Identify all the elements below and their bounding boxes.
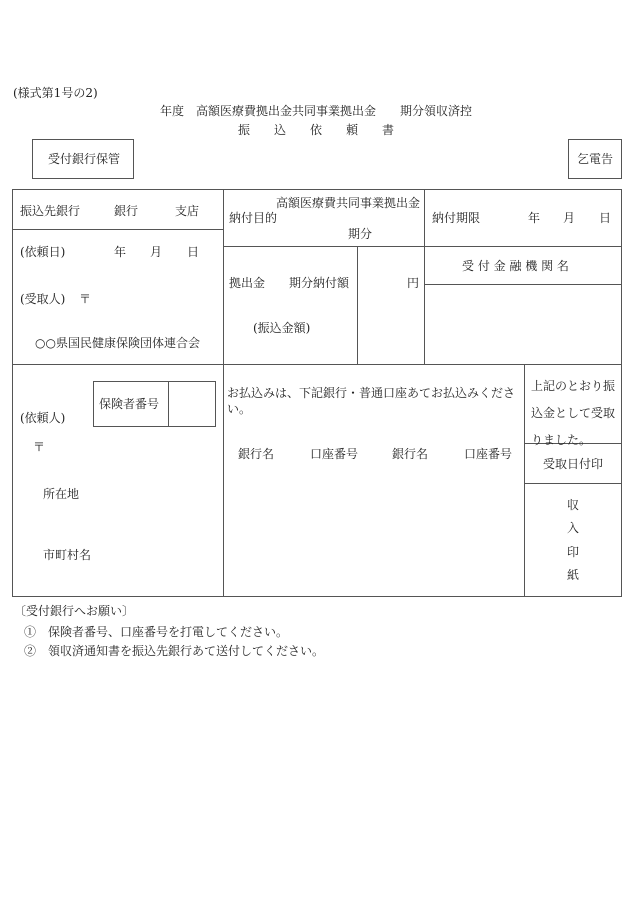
bank-label: 振込先銀行 (20, 204, 81, 218)
table-rule (12, 229, 224, 230)
purpose-label: 納付目的 (229, 211, 278, 225)
received-note: 上記のとおり振込金として受取りました。 (531, 379, 616, 447)
stamp-label: 受付銀行保管 (48, 152, 121, 166)
insurer-number-label: 保険者番号 (99, 397, 160, 411)
receiving-bank-label: 受 付 金 融 機 関 名 (462, 259, 569, 273)
request-month: 月 (150, 245, 163, 259)
bank-name-1: 銀行名 (238, 447, 275, 461)
footer-item: ② 領収済通知書を振込先銀行あて送付してください。 (24, 644, 325, 658)
table-rule (524, 483, 622, 484)
table-rule (223, 246, 622, 247)
purpose-period: 期分 (348, 227, 373, 241)
address-label: 所在地 (43, 487, 80, 501)
transfer-amount-label: (振込金額) (253, 321, 311, 335)
revenue-stamp-char: 紙 (567, 568, 580, 582)
bank-retained-stamp (32, 139, 134, 179)
request-date-label: (依頼日) (20, 245, 66, 259)
table-rule (223, 189, 224, 597)
deadline-year: 年 (528, 211, 541, 225)
deadline-day: 日 (599, 211, 612, 225)
stamp-label: 乞電告 (577, 152, 614, 166)
form-title: 年度 高額医療費拠出金共同事業拠出金 期分領収済控 (160, 104, 473, 118)
municipality-label: 市町村名 (43, 548, 92, 562)
bank-name-2: 銀行名 (392, 447, 429, 461)
footer-heading: 〔受付銀行へお願い〕 (14, 604, 135, 618)
account-number-2: 口座番号 (464, 447, 513, 461)
telegraph-stamp (568, 139, 622, 179)
branch-unit: 支店 (175, 204, 200, 218)
installment-label: 期分納付額 (289, 276, 350, 290)
bank-unit: 銀行 (114, 204, 139, 218)
request-day: 日 (187, 245, 200, 259)
contribution-label: 拠出金 (229, 276, 266, 290)
table-rule (524, 364, 525, 597)
recipient-name: ○○県国民健康保険団体連合会 (35, 336, 200, 350)
recipient-label: (受取人) (20, 292, 66, 306)
revenue-stamp-char: 印 (567, 545, 580, 559)
form-subtitle: 振 込 依 頼 書 (238, 123, 395, 137)
requester-label: (依頼人) (20, 411, 66, 425)
table-rule (357, 246, 358, 365)
account-number-1: 口座番号 (310, 447, 359, 461)
yen-unit: 円 (407, 276, 420, 290)
request-year: 年 (114, 245, 127, 259)
deadline-label: 納付期限 (432, 211, 481, 225)
revenue-stamp-char: 入 (567, 521, 580, 535)
revenue-stamp-char: 収 (567, 498, 580, 512)
deadline-month: 月 (563, 211, 576, 225)
form-number: (様式第1号の2) (13, 86, 98, 100)
table-rule (424, 189, 425, 365)
table-rule (424, 284, 622, 285)
purpose-text: 高額医療費共同事業拠出金 (276, 196, 421, 210)
requester-postal-mark: 〒 (33, 440, 46, 454)
table-rule (12, 364, 622, 365)
receipt-stamp-label: 受取日付印 (543, 457, 604, 471)
table-rule (168, 381, 169, 427)
payment-note: お払込みは、下記銀行・普通口座あてお払込みください。 (227, 386, 516, 416)
footer-item: ① 保険者番号、口座番号を打電してください。 (24, 625, 289, 639)
postal-mark: 〒 (79, 292, 92, 306)
